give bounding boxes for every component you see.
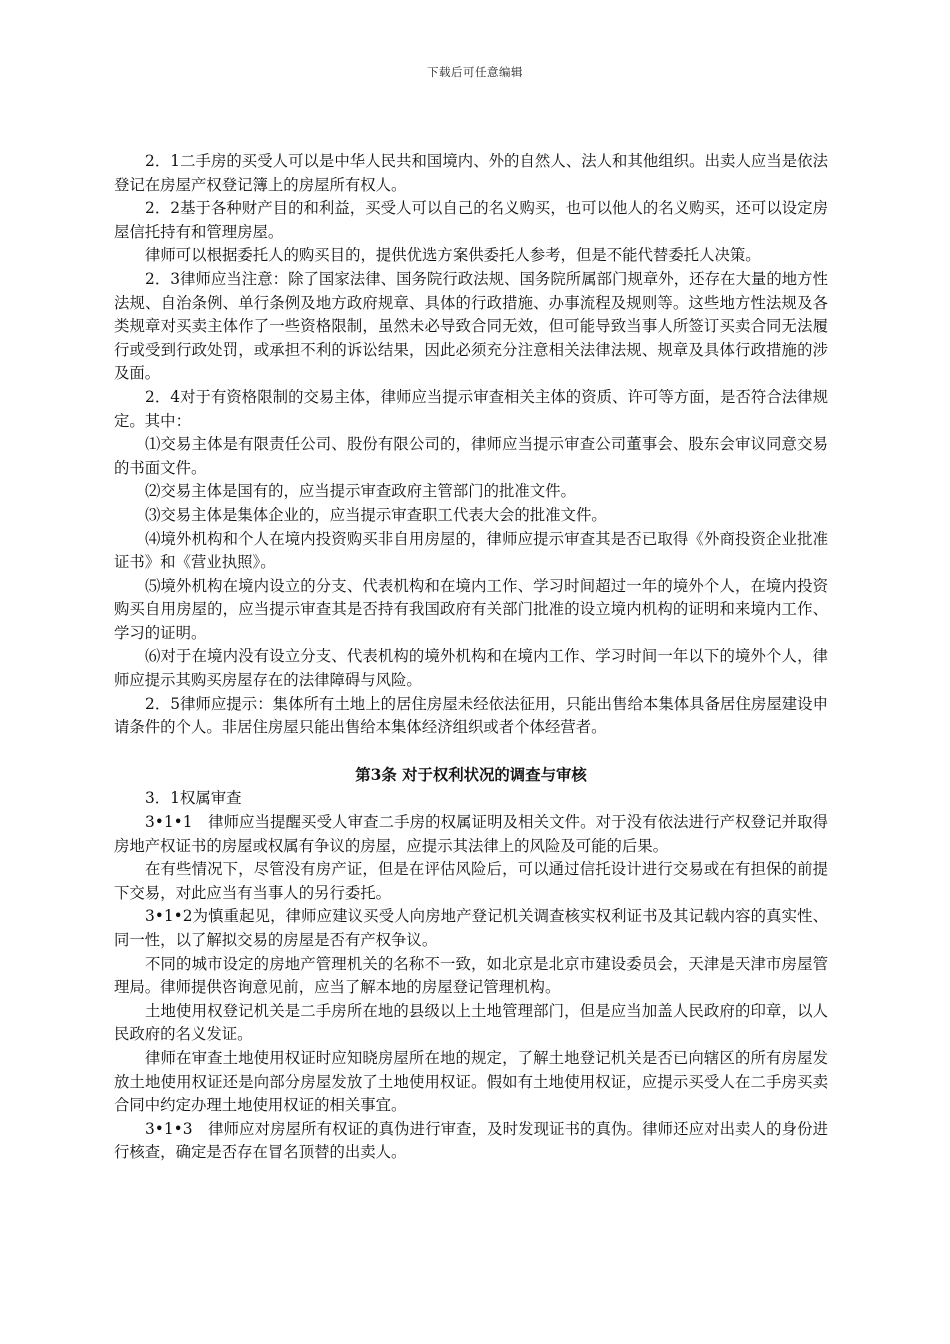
list-item-3: ⑶交易主体是集体企业的，应当提示审查职工代表大会的批准文件。 [145,505,607,524]
list-item-5: ⑸境外机构在境内设立的分支、代表机构和在境内工作、学习时间超过一年的境外个人，在境内投资购买自用房屋的，应当提示审查其是否持有我国政府有关部门批准的设立境内机构的证明和来境内工作、学习的证明。 [114,576,828,642]
list-item-1: ⑴交易主体是有限责任公司、股份有限公司的，律师应当提示审查公司董事会、股东会审议同意交易的书面文件。 [114,435,828,477]
paragraph-3-1-1: 3•1•1 律师应当提醒买受人审查二手房的权属证明及相关文件。对于没有依法进行产权登记并取得房地产权证书的房屋或权属有争议的房屋，应提示其法律上的风险及可能的后果。 [114,813,828,855]
paragraph-lawyer-options: 律师可以根据委托人的购买目的，提供优选方案供委托人参考，但是不能代替委托人决策。 [145,246,761,265]
paragraph-land-certificate: 律师在审查土地使用权证时应知晓房屋所在地的规定，了解土地登记机关是否已向辖区的所有房屋发放土地使用权证还是向部分房屋发放了土地使用权证。假如有土地使用权证，应提示买受人在二手房买卖合同中约定办理土地使用权证的相关事宜。 [114,1048,828,1115]
paragraph-2-4: 2．4对于有资格限制的交易主体，律师应当提示审查相关主体的资质、许可等方面，是否符合法律规定。其中： [114,387,828,430]
paragraph-2-1: 2．1二手房的买受人可以是中华人民共和国境内、外的自然人、法人和其他组织。出卖人应当是依法登记在房屋产权登记簿上的房屋所有权人。 [114,152,828,194]
paragraph-3-1-2: 3•1•2为慎重起见，律师应建议买受人向房地产登记机关调查核实权利证书及其记载内容的真实性、同一性，以了解拟交易的房屋是否有产权争议。 [114,907,828,949]
paragraph-trust-note: 在有些情况下，尽管没有房产证，但是在评估风险后，可以通过信托设计进行交易或在有担保的前提下交易，对此应当有当事人的另行委托。 [114,860,828,902]
paragraph-2-2: 2．2基于各种财产目的和利益，买受人可以自己的名义购买，也可以他人的名义购买，还可以设定房屋信托持有和管理房屋。 [114,199,828,241]
paragraph-3-1-3: 3•1•3 律师应对房屋所有权证的真伪进行审查，及时发现证书的真伪。律师还应对出卖人的身份进行核查，确定是否存在冒名顶替的出卖人。 [114,1119,828,1162]
section-heading: 第3条 对于权利状况的调查与审核 [355,765,587,784]
document-body [114,150,828,1165]
paragraph-land-registry: 土地使用权登记机关是二手房所在地的县级以上土地管理部门，但是应当加盖人民政府的印章，以人民政府的名义发证。 [114,1001,828,1044]
list-item-6: ⑹对于在境内没有设立分支、代表机构的境外机构和在境内工作、学习时间一年以下的境外个人，律师应提示其购买房屋存在的法律障碍与风险。 [114,647,828,690]
paragraph-3-1: 3．1权属审查 [145,789,242,808]
list-item-4: ⑷境外机构和个人在境内投资购买非自用房屋的，律师应提示审查其是否已取得《外商投资企业批准证书》和《营业执照》。 [114,529,828,572]
list-item-2: ⑵交易主体是国有的，应当提示审查政府主管部门的批准文件。 [145,482,576,501]
paragraph-city-agencies: 不同的城市设定的房地产管理机关的名称不一致，如北京是北京市建设委员会，天津是天津市房屋管理局。律师提供咨询意见前，应当了解本地的房屋登记管理机构。 [114,954,828,997]
paragraph-2-5: 2．5律师应提示：集体所有土地上的居住房屋未经依法征用，只能出售给本集体具备居住房屋建设申请条件的个人。非居住房屋只能出售给本集体经济组织或者个体经营者。 [114,694,828,737]
page-header: 下载后可任意编辑 [427,65,523,79]
paragraph-2-3: 2．3律师应当注意：除了国家法律、国务院行政法规、国务院所属部门规章外，还存在大量的地方性法规、自治条例、单行条例及地方政府规章、具体的行政措施、办事流程及规则等。这些地方性法规及各类规章对买卖主体作了一些资格限制，虽然未必导致合同无效，但可能导致当事人所签订买卖合同无法履行或受到行政处罚，或承担不利的诉讼结果，因此必须充分注意相关法律法规、规章及具体行政措施的涉及面。 [114,269,828,383]
